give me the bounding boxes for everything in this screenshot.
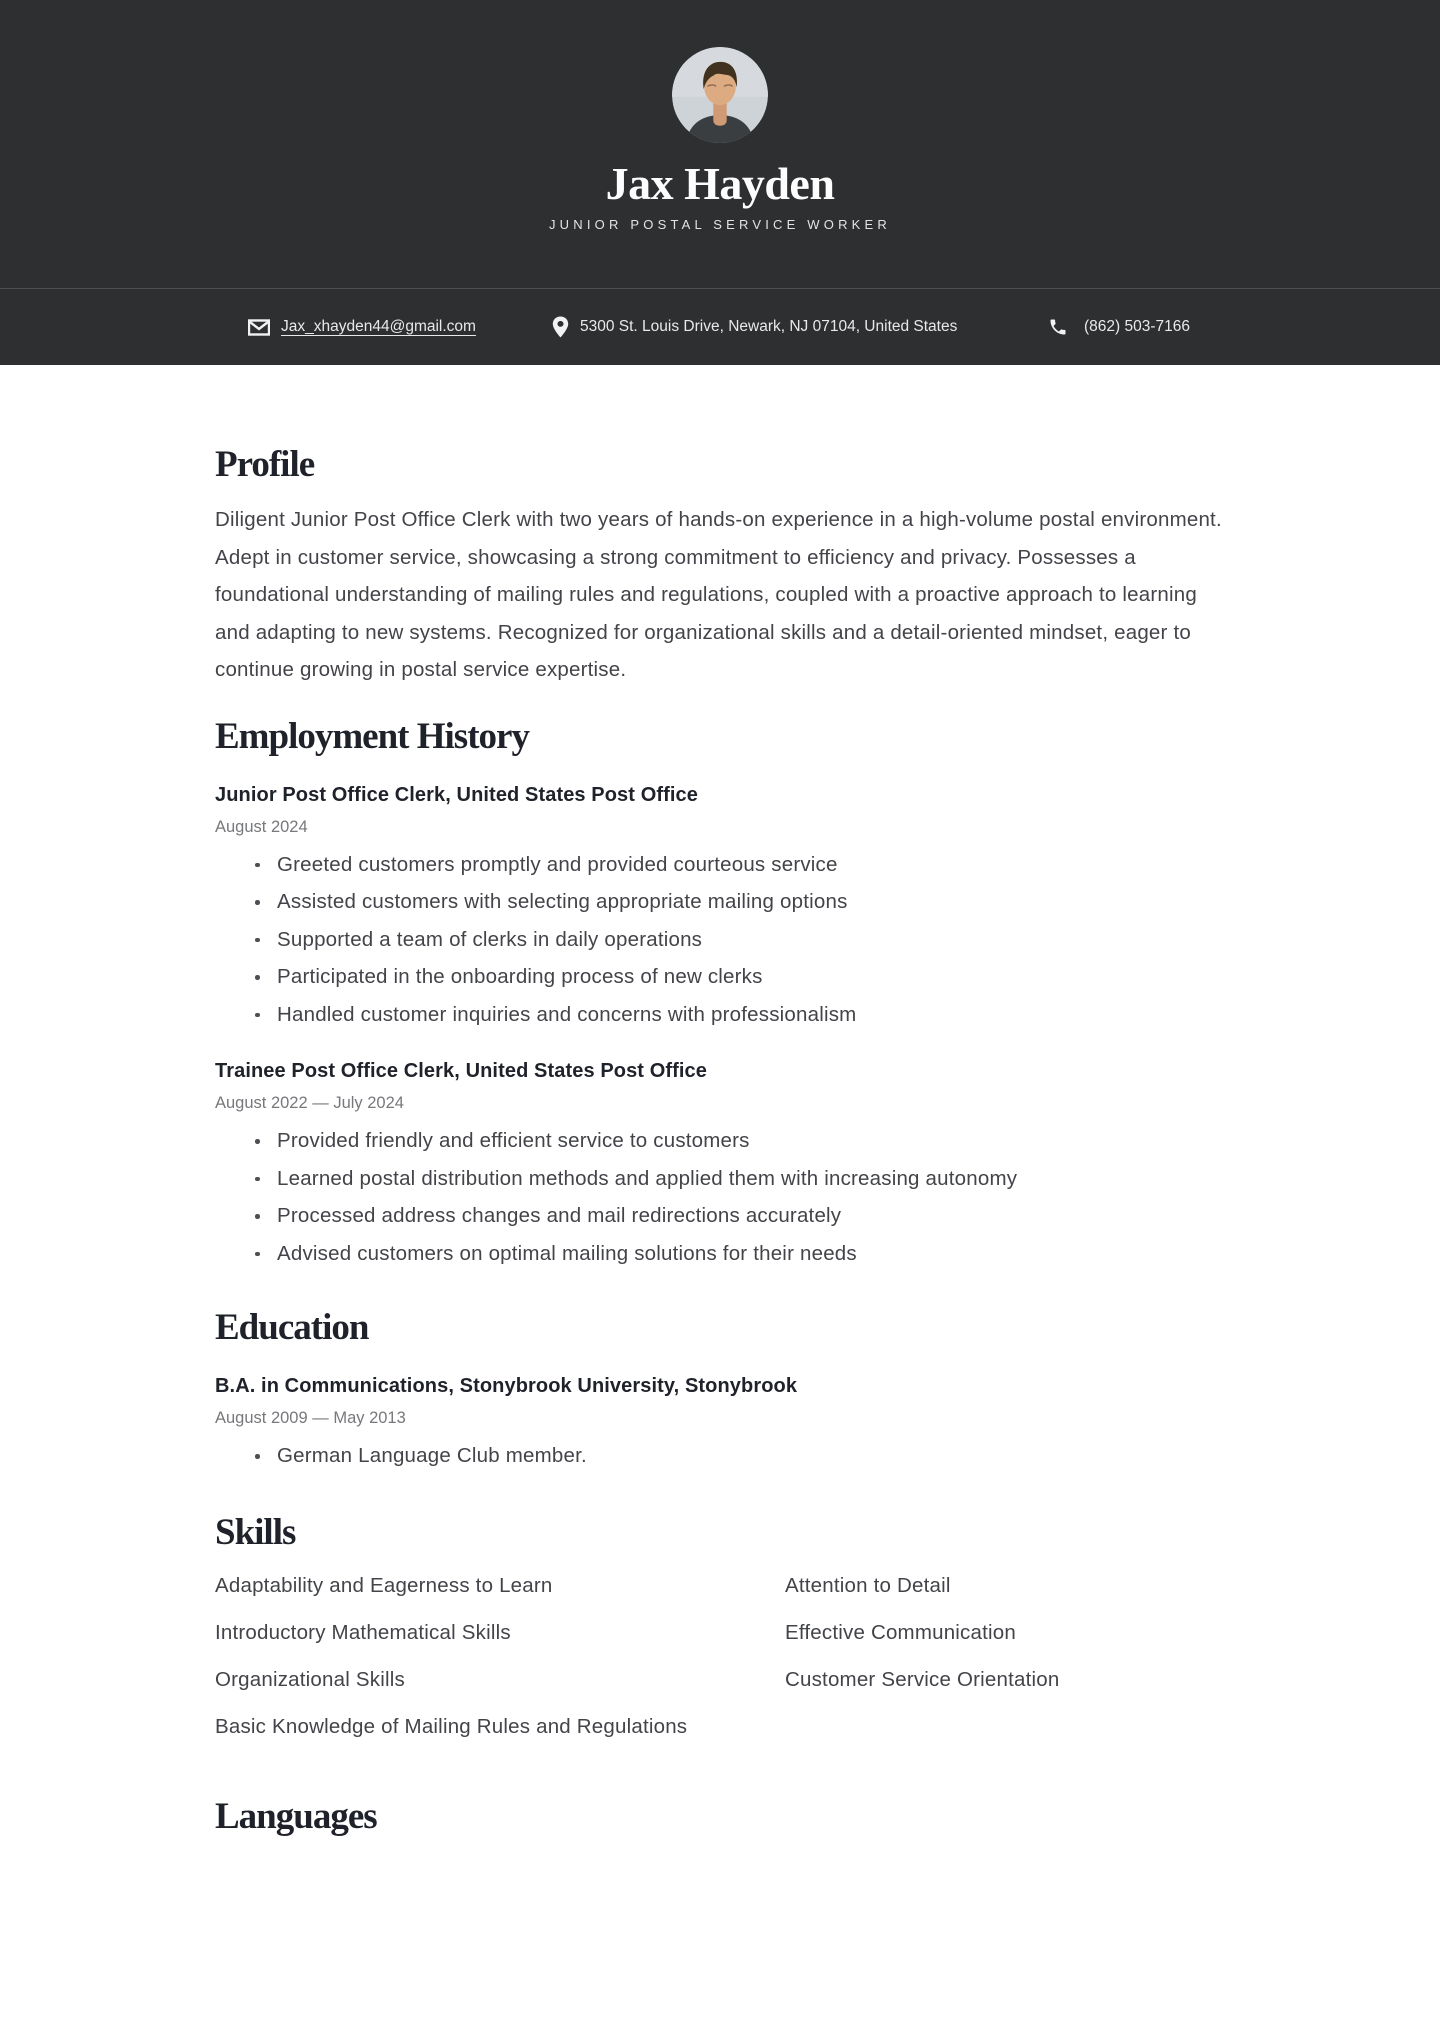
education-entry [215, 1372, 1235, 1475]
skills-heading: Skills [215, 1511, 296, 1553]
contact-bar [0, 288, 1440, 365]
employment-history-heading: Employment History [215, 715, 529, 757]
contact-address [552, 289, 957, 365]
location-pin-icon [552, 316, 569, 338]
avatar [672, 47, 768, 143]
candidate-job-title: JUNIOR POSTAL SERVICE WORKER [548, 217, 891, 232]
job-bullet: Advised customers on optimal mailing solutions for their needs [215, 1235, 1235, 1273]
section-languages [215, 1795, 1235, 1839]
skill-item: Basic Knowledge of Mailing Rules and Regulations [215, 1714, 688, 1738]
avatar-photo-illustration [672, 47, 768, 143]
phone-icon [1048, 317, 1068, 337]
contact-email [248, 289, 476, 365]
profile-summary: Diligent Junior Post Office Clerk with two years of hands-on experience in a high-volume postal environment. Adept in customer service, showcasing a strong commitment to efficiency and privacy. Possesses a foundational understanding of mailing rules and regulations, coupled with a proactive approach to learning and adapting to new systems. Recognized for organizational skills and a detail-oriented mindset, eager to continue growing in postal service expertise. [215, 508, 1222, 681]
job-bullet: Participated in the onboarding process of new clerks [215, 958, 1235, 996]
skill-item: Adaptability and Eagerness to Learn [215, 1573, 553, 1597]
job-entry-1 [215, 781, 1235, 1034]
skill-item: Organizational Skills [215, 1667, 405, 1691]
job-bullet-list [215, 846, 1235, 1034]
skills-grid [215, 1567, 1235, 1755]
education-bullet: German Language Club member. [215, 1437, 1235, 1475]
degree-title: B.A. in Communications, Stonybrook University, Stonybrook [215, 1375, 798, 1397]
skills-column-left [215, 1567, 785, 1755]
job-bullet-list [215, 1122, 1235, 1272]
section-education [215, 1306, 1235, 1475]
address-text: 5300 St. Louis Drive, Newark, NJ 07104, United States [580, 318, 958, 335]
job-dates: August 2024 [215, 817, 308, 836]
email-icon [248, 319, 270, 336]
job-bullet: Assisted customers with selecting appropriate mailing options [215, 883, 1235, 921]
email-link[interactable]: Jax_xhayden44@gmail.com [281, 318, 476, 335]
section-skills [215, 1511, 1235, 1755]
job-bullet: Learned postal distribution methods and applied them with increasing autonomy [215, 1160, 1235, 1198]
job-bullet: Handled customer inquiries and concerns with professionalism [215, 996, 1235, 1034]
phone-text: (862) 503-7166 [1084, 318, 1190, 335]
job-title: Trainee Post Office Clerk, United States Post Office [215, 1060, 708, 1082]
skill-item: Effective Communication [785, 1620, 1016, 1644]
education-dates: August 2009 — May 2013 [215, 1409, 406, 1427]
contact-phone [1048, 289, 1190, 365]
job-entry-2 [215, 1057, 1235, 1272]
job-bullet: Greeted customers promptly and provided courteous service [215, 846, 1235, 884]
skill-item: Customer Service Orientation [785, 1667, 1060, 1691]
resume-body [0, 443, 1440, 1839]
skill-item: Attention to Detail [785, 1573, 951, 1597]
education-heading: Education [215, 1307, 369, 1348]
job-dates: August 2022 — July 2024 [215, 1094, 404, 1112]
profile-heading: Profile [215, 444, 315, 485]
job-title: Junior Post Office Clerk, United States Post Office [215, 783, 698, 806]
resume-header [0, 0, 1440, 288]
section-profile [215, 443, 1235, 689]
job-bullet: Processed address changes and mail redirections accurately [215, 1197, 1235, 1235]
languages-heading: Languages [215, 1795, 377, 1837]
section-employment-history [215, 715, 1235, 1273]
job-bullet: Supported a team of clerks in daily operations [215, 921, 1235, 959]
candidate-name: Jax Hayden [605, 158, 835, 209]
education-bullet-list [215, 1437, 1235, 1475]
job-bullet: Provided friendly and efficient service to customers [215, 1122, 1235, 1160]
skill-item: Introductory Mathematical Skills [215, 1620, 511, 1644]
skills-column-right [785, 1567, 1235, 1755]
